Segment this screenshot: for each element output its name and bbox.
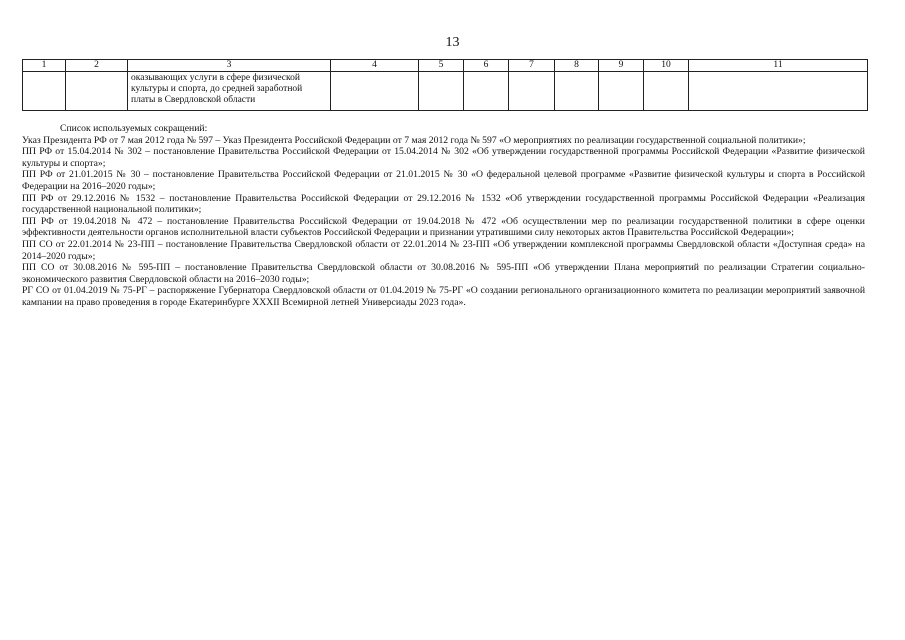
column-number: 7 [509,60,555,72]
table-cell [464,72,509,111]
indicator-table [22,59,868,111]
abbreviations-heading: Список используемых сокращений: [60,123,208,134]
column-number: 2 [66,60,128,72]
column-number: 6 [464,60,509,72]
abbreviation-entry: ПП РФ от 19.04.2018 № 472 – постановление Правительства Российской Федерации от 19.04.2018 № 472 «Об осуществлении мер по реализации государственной политики в сфере оценки эффективности деятельности органов исполнительной власти субъектов Российской Федерации и признании утратившими силу некоторых актов Правительства Российской Федерации»; [22,215,865,239]
table-cell [331,72,419,111]
column-number: 9 [599,60,644,72]
column-number: 5 [419,60,464,72]
table-cell [555,72,599,111]
table-cell [509,72,555,111]
abbreviation-entry: ПП РФ от 21.01.2015 № 30 – постановление Правительства Российской Федерации от 21.01.2015 № 30 «О федеральной целевой программе «Развитие физической культуры и спорта в Российской Федерации на 2016–2020 годы»; [22,169,865,192]
column-number: 10 [644,60,689,72]
table-cell [644,72,689,111]
column-number: 4 [331,60,419,72]
column-number: 1 [23,60,66,72]
abbreviation-entry: ПП СО от 22.01.2014 № 23-ПП – постановление Правительства Свердловской области от 22.01.2014 № 23-ПП «Об утверждении комплексной программы Свердловской области «Доступная среда» на 2014–2020 годы»; [22,238,865,262]
table-cell [689,72,868,111]
indicator-description-cell: оказывающих услуги в сфере физической культуры и спорта, до средней заработной платы в Свердловской области [128,72,331,111]
abbreviation-entry: ПП РФ от 29.12.2016 № 1532 – постановление Правительства Российской Федерации от 29.12.2016 № 1532 «Об утверждении государственной программы Российской Федерации «Реализация государственной национальной политики»; [22,192,865,216]
table-cell [419,72,464,111]
abbreviation-entry: РГ СО от 01.04.2019 № 75-РГ – распоряжение Губернатора Свердловской области от 01.04.2019 № 75-РГ «О создании регионального организационного комитета по реализации мероприятий заявочной кампании на право проведения в городе Екатеринбурге XXXII Всемирной летней Универсиады 2023 года». [22,285,865,308]
table-cell [66,72,128,111]
abbreviation-entry: Указ Президента РФ от 7 мая 2012 года № 597 – Указ Президента Российской Федерации от 7 мая 2012 года № 597 «О мероприятиях по реализации государственной социальной политики»; [22,134,806,146]
table-cell [23,72,66,111]
abbreviations-section [22,123,865,309]
table-header-row [23,60,868,72]
table-cell [599,72,644,111]
column-number: 3 [128,60,331,72]
column-number: 11 [689,60,868,72]
abbreviation-entry: ПП СО от 30.08.2016 № 595-ПП – постановление Правительства Свердловской области от 30.08.2016 № 595-ПП «Об утверждении Плана мероприятий по реализации Стратегии социально-экономического развития Свердловской области на 2016–2030 годы»; [22,262,865,285]
abbreviation-entry: ПП РФ от 15.04.2014 № 302 – постановление Правительства Российской Федерации от 15.04.2014 № 302 «Об утверждении государственной программы Российской Федерации «Развитие физической культуры и спорта»; [22,146,865,169]
page-number: 13 [445,35,460,50]
column-number: 8 [555,60,599,72]
table-row [23,72,868,111]
